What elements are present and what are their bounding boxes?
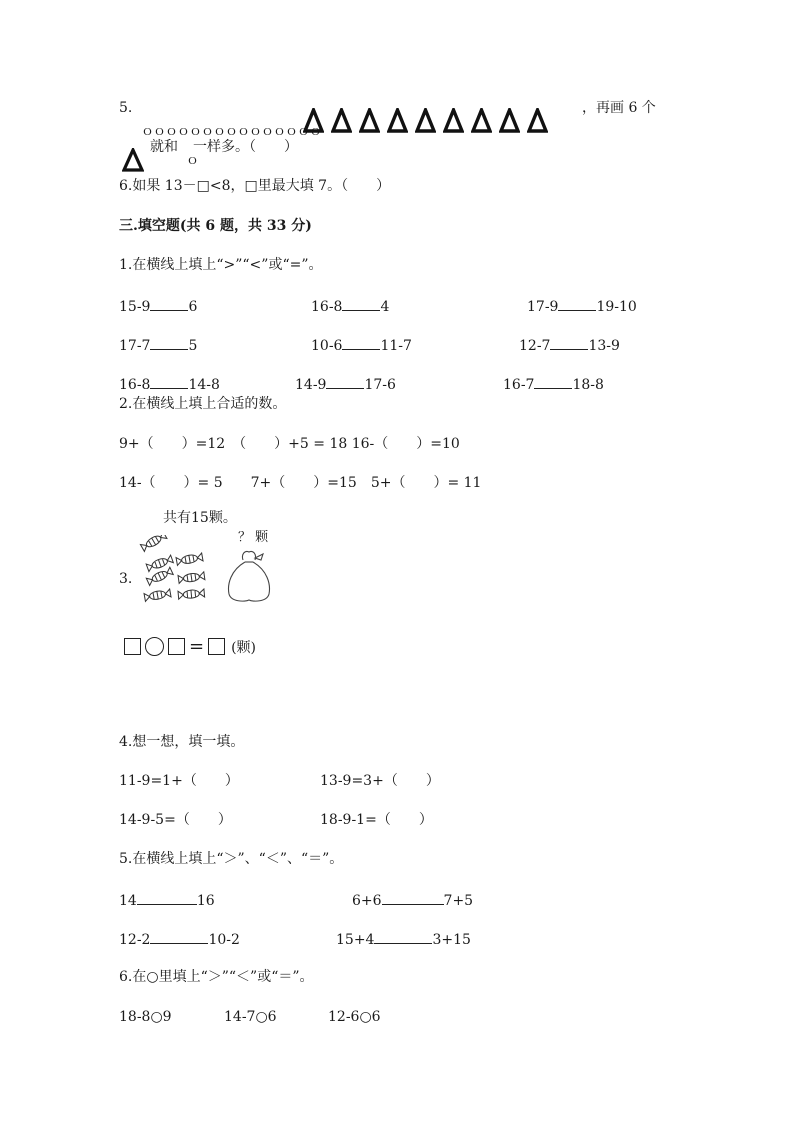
triangle-icon: [443, 108, 464, 133]
triangle-icon: [499, 108, 520, 133]
answer-blank[interactable]: [558, 296, 596, 311]
answer-blank[interactable]: [150, 929, 208, 944]
answer-box[interactable]: [168, 638, 185, 655]
left-expr: 17-7: [119, 338, 151, 354]
triangle-icon: [387, 108, 408, 133]
left-expr: 17-9: [527, 299, 559, 315]
left-expr: 16-8: [311, 299, 343, 315]
comparison-item: [519, 335, 620, 355]
fill2-row2: 14-（ ）= 5 7+（ ）=15 5+（ ）= 11: [119, 475, 482, 491]
comparison-item: [311, 335, 412, 355]
q5-text-line2: 就和: [150, 139, 178, 155]
fill5-prompt: 5.在横线上填上“＞”、“＜”、“＝”。: [119, 851, 344, 867]
comparison-item: [119, 335, 197, 355]
fill3-caption: 共有15颗。: [163, 510, 237, 526]
left-expr: 16-8: [119, 377, 151, 393]
q5-number: 5.: [119, 100, 133, 116]
fill4-item-d: 18-9-1=（ ）: [320, 812, 433, 828]
fill6-item: 14-7○6: [224, 1009, 277, 1025]
comparison-item: [119, 296, 197, 316]
comparison-item: [503, 374, 604, 394]
triangle-icon: [471, 108, 492, 133]
right-expr: 10-2: [208, 932, 240, 948]
q5-triangle-icon: [122, 148, 144, 172]
fill4-prompt: 4.想一想，填一填。: [119, 734, 245, 750]
fill3-equation: [124, 636, 256, 657]
q5-text-after: ，再画 6 个: [582, 100, 656, 116]
answer-blank[interactable]: [534, 374, 572, 389]
left-expr: 14-9: [295, 377, 327, 393]
answer-blank[interactable]: [382, 890, 444, 905]
answer-box[interactable]: [124, 638, 141, 655]
operator-circle[interactable]: [145, 637, 164, 656]
right-expr: 4: [380, 299, 390, 315]
right-expr: 5: [188, 338, 198, 354]
triangle-icon: [331, 108, 352, 133]
answer-blank[interactable]: [150, 374, 188, 389]
fill5-row2b: [336, 929, 471, 949]
fill3-question: ？ 颗: [238, 530, 269, 545]
answer-blank[interactable]: [150, 335, 188, 350]
left-expr: 12-2: [119, 932, 151, 948]
right-expr: 7+5: [443, 893, 474, 909]
left-expr: 16-7: [503, 377, 535, 393]
q5-triangle-row: [303, 108, 548, 133]
fill6-item: 12-6○6: [328, 1009, 381, 1025]
right-expr: 6: [188, 299, 198, 315]
left-expr: 6+6: [352, 893, 382, 909]
q5-text-line2b: 一样多。（ ）: [193, 139, 298, 155]
fill2-row1: 9+（ ）=12 （ ）+5 = 18 16-（ ）=10: [119, 436, 460, 452]
left-expr: 10-6: [311, 338, 343, 354]
answer-blank[interactable]: [150, 296, 188, 311]
answer-blank[interactable]: [550, 335, 588, 350]
fill4-item-a: 11-9=1+（ ）: [119, 773, 239, 789]
right-expr: 13-9: [588, 338, 620, 354]
answer-blank[interactable]: [342, 335, 380, 350]
answer-blank[interactable]: [326, 374, 364, 389]
equals-sign: =: [189, 636, 205, 657]
section-title: 三.填空题(共 6 题，共 33 分): [119, 218, 312, 234]
fill1-prompt: 1.在横线上填上“>”“<”或“=”。: [119, 257, 323, 273]
right-expr: 3+15: [432, 932, 471, 948]
triangle-icon: [303, 108, 324, 133]
triangle-icon: [359, 108, 380, 133]
fill5-row1a: [119, 890, 215, 910]
comparison-item: [119, 374, 220, 394]
left-expr: 15+4: [336, 932, 375, 948]
q5-circle-icon: ｏ: [186, 153, 200, 168]
bag-icon: [225, 548, 273, 604]
comparison-item: [311, 296, 389, 316]
answer-blank[interactable]: [342, 296, 380, 311]
answer-blank[interactable]: [137, 890, 197, 905]
fill6-prompt: 6.在○里填上“＞”“＜”或“＝”。: [119, 969, 314, 985]
answer-box[interactable]: [208, 638, 225, 655]
unit-label: (颗): [231, 639, 257, 656]
fill6-item: 18-8○9: [119, 1009, 172, 1025]
fill5-row2a: [119, 929, 240, 949]
triangle-icon: [415, 108, 436, 133]
right-expr: 17-6: [364, 377, 396, 393]
right-expr: 14-8: [188, 377, 220, 393]
left-expr: 14: [119, 893, 137, 909]
left-expr: 15-9: [119, 299, 151, 315]
fill5-row1b: [352, 890, 473, 910]
left-expr: 12-7: [519, 338, 551, 354]
fill4-item-b: 13-9=3+（ ）: [320, 773, 440, 789]
fill4-item-c: 14-9-5=（ ）: [119, 812, 232, 828]
fill3-number: 3.: [119, 571, 133, 587]
triangle-icon: [527, 108, 548, 133]
comparison-item: [295, 374, 396, 394]
right-expr: 19-10: [596, 299, 637, 315]
right-expr: 11-7: [380, 338, 412, 354]
fill2-prompt: 2.在横线上填上合适的数。: [119, 396, 287, 412]
q5-small-circles: ｏｏｏｏｏｏｏｏｏｏｏｏｏｏｏ: [141, 124, 322, 139]
candy-group-icon: [137, 535, 213, 607]
q6-text: 6.如果 13－□<8，□里最大填 7。（ ）: [119, 178, 391, 194]
comparison-item: [527, 296, 637, 316]
answer-blank[interactable]: [374, 929, 432, 944]
right-expr: 16: [196, 893, 215, 909]
right-expr: 18-8: [572, 377, 604, 393]
